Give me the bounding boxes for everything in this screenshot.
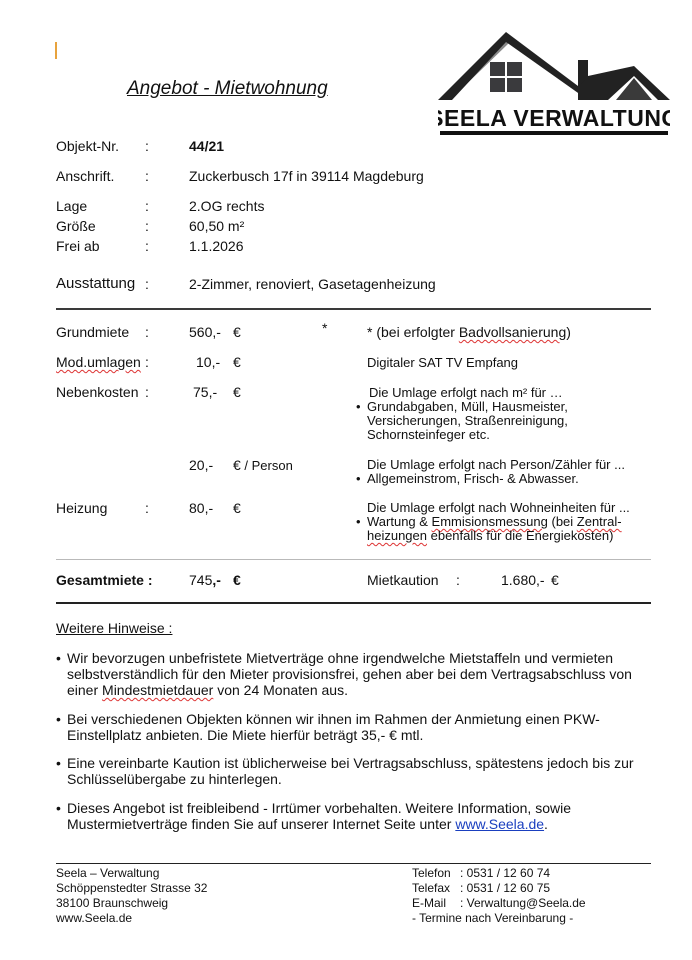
colon: : [145,384,149,400]
hints-heading: Weitere Hinweise : [56,620,173,636]
label-heizung: Heizung [56,500,108,516]
page-title: Angebot - Mietwohnung [127,78,328,99]
label-mod-umlagen: Mod.umlagen [56,354,141,370]
footer-divider [56,863,651,864]
amount-mod-umlagen: 10,- [196,354,221,370]
company-logo [438,28,670,136]
currency: € [233,384,241,400]
label-objekt-nr: Objekt-Nr. [56,138,120,154]
value-groesse: 60,50 m² [189,218,245,234]
label-lage: Lage [56,198,88,214]
bullet: • [356,471,361,486]
bullet: • [56,650,61,666]
footer-phone: : 0531 / 12 60 74 [460,866,551,880]
currency: € [233,324,241,340]
footer-street: Schöppenstedter Strasse 32 [56,881,208,895]
currency: € [233,572,241,588]
house-roof-icon [438,28,670,136]
footer-appointments: - Termine nach Vereinbarung - [412,911,574,925]
currency-per-person: € / Person [233,457,293,473]
label-gesamtmiete: Gesamtmiete : [56,572,153,588]
label-nebenkosten: Nebenkosten [56,384,139,400]
amount-mietkaution: 1.680,- [501,572,545,588]
currency: € [233,500,241,516]
currency: € [551,572,559,588]
amount-gesamtmiete: 745,- [189,572,221,588]
label-frei-ab: Frei ab [56,238,100,254]
note-mod-umlagen: Digitaler SAT TV Empfang [367,355,519,370]
colon: : [145,168,149,184]
divider [56,308,651,310]
note-heizung-head: Die Umlage erfolgt nach Wohneinheiten für ... [367,500,630,515]
colon: : [145,500,149,516]
bullet: • [56,755,61,771]
footer-contact [412,866,586,926]
note-grundmiete: * (bei erfolgter Badvollsanierung) [367,324,571,340]
note-line: Schornsteinfeger etc. [367,427,490,442]
note-line: Grundabgaben, Müll, Hausmeister, [367,399,568,414]
footer-fax-label: Telefax [412,881,451,895]
text-cursor [55,42,57,59]
hint-item: • Dieses Angebot ist freibleibend - Irrtümer vorbehalten. Weitere Information, sowie Mustermietverträge finden Sie auf unserer Internet Seite unter www.Seela.de. [56,800,571,832]
footer-email-label: E-Mail [412,896,447,910]
footer-fax: : 0531 / 12 60 75 [460,881,551,895]
note-nebenkosten-list [356,399,568,442]
value-lage: 2.OG rechts [189,198,265,214]
colon: : [145,238,149,254]
colon: : [145,276,149,292]
bullet: • [356,399,361,414]
note-line: Versicherungen, Straßenreinigung, [367,413,568,428]
hint-item: • Bei verschiedenen Objekten können wir ihnen im Rahmen der Anmietung einen PKW-Einstellplatz anbieten. Die Miete hierfür beträgt 35,- € mtl. [56,711,600,743]
website-link[interactable]: www.Seela.de [455,816,545,832]
value-anschrift: Zuckerbusch 17f in 39114 Magdeburg [189,168,424,184]
value-ausstattung: 2-Zimmer, renoviert, Gasetagenheizung [189,276,436,292]
footer-address [56,866,207,926]
footer-company: Seela – Verwaltung [56,866,160,880]
footer-website: www.Seela.de [56,911,133,925]
divider [56,602,651,604]
footer-email: : Verwaltung@Seela.de [460,896,586,910]
label-mietkaution: Mietkaution [367,572,439,588]
amount-nebenkosten: 75,- [193,384,218,400]
note-nebenkosten-head: Die Umlage erfolgt nach m² für … [369,385,563,400]
label-anschrift: Anschrift. [56,168,115,184]
value-frei-ab: 1.1.2026 [189,238,244,254]
amount-per-person: 20,- [189,457,214,473]
footer-phone-label: Telefon [412,866,451,880]
note-per-person-list: • Allgemeinstrom, Frisch- & Abwasser. [356,471,579,486]
bullet: • [56,711,61,727]
colon: : [456,572,460,588]
value-objekt-nr: 44/21 [189,138,225,154]
bullet: • [356,514,361,529]
divider [56,559,651,560]
note-per-person-head: Die Umlage erfolgt nach Person/Zähler für ... [367,457,625,472]
amount-grundmiete: 560,- [189,324,221,340]
hint-item: • Eine vereinbarte Kaution ist üblicherweise bei Vertragsabschluss, spätestens jedoch bis zur Schlüsselübergabe zu hinterlegen. [56,755,634,787]
bullet: • [56,800,61,816]
colon: : [145,138,149,154]
amount-heizung: 80,- [189,500,214,516]
currency: € [233,354,241,370]
colon: : [145,324,149,340]
hint-item: • Wir bevorzugen unbefristete Mietverträge ohne irgendwelche Mietstaffeln und vermieten selbstverständlich für den Mieter provisionsfrei, gehen aber bei dem Vertragsabschluss von einer Mindestmietdauer von 24 Monaten aus. [56,650,632,698]
label-ausstattung: Ausstattung [56,275,136,292]
label-groesse: Größe [56,218,96,234]
svg-text:SEELA VERWALTUNG: SEELA VERWALTUNG [438,105,670,131]
footnote-marker: * [322,320,328,336]
colon: : [145,218,149,234]
colon: : [145,354,149,370]
note-heizung-list: • Wartung & Emmisionsmessung (bei Zentral- heizungen ebenfalls für die Energiekosten) [356,514,622,543]
footer-city: 38100 Braunschweig [56,896,169,910]
colon: : [145,198,149,214]
label-grundmiete: Grundmiete [56,324,130,340]
